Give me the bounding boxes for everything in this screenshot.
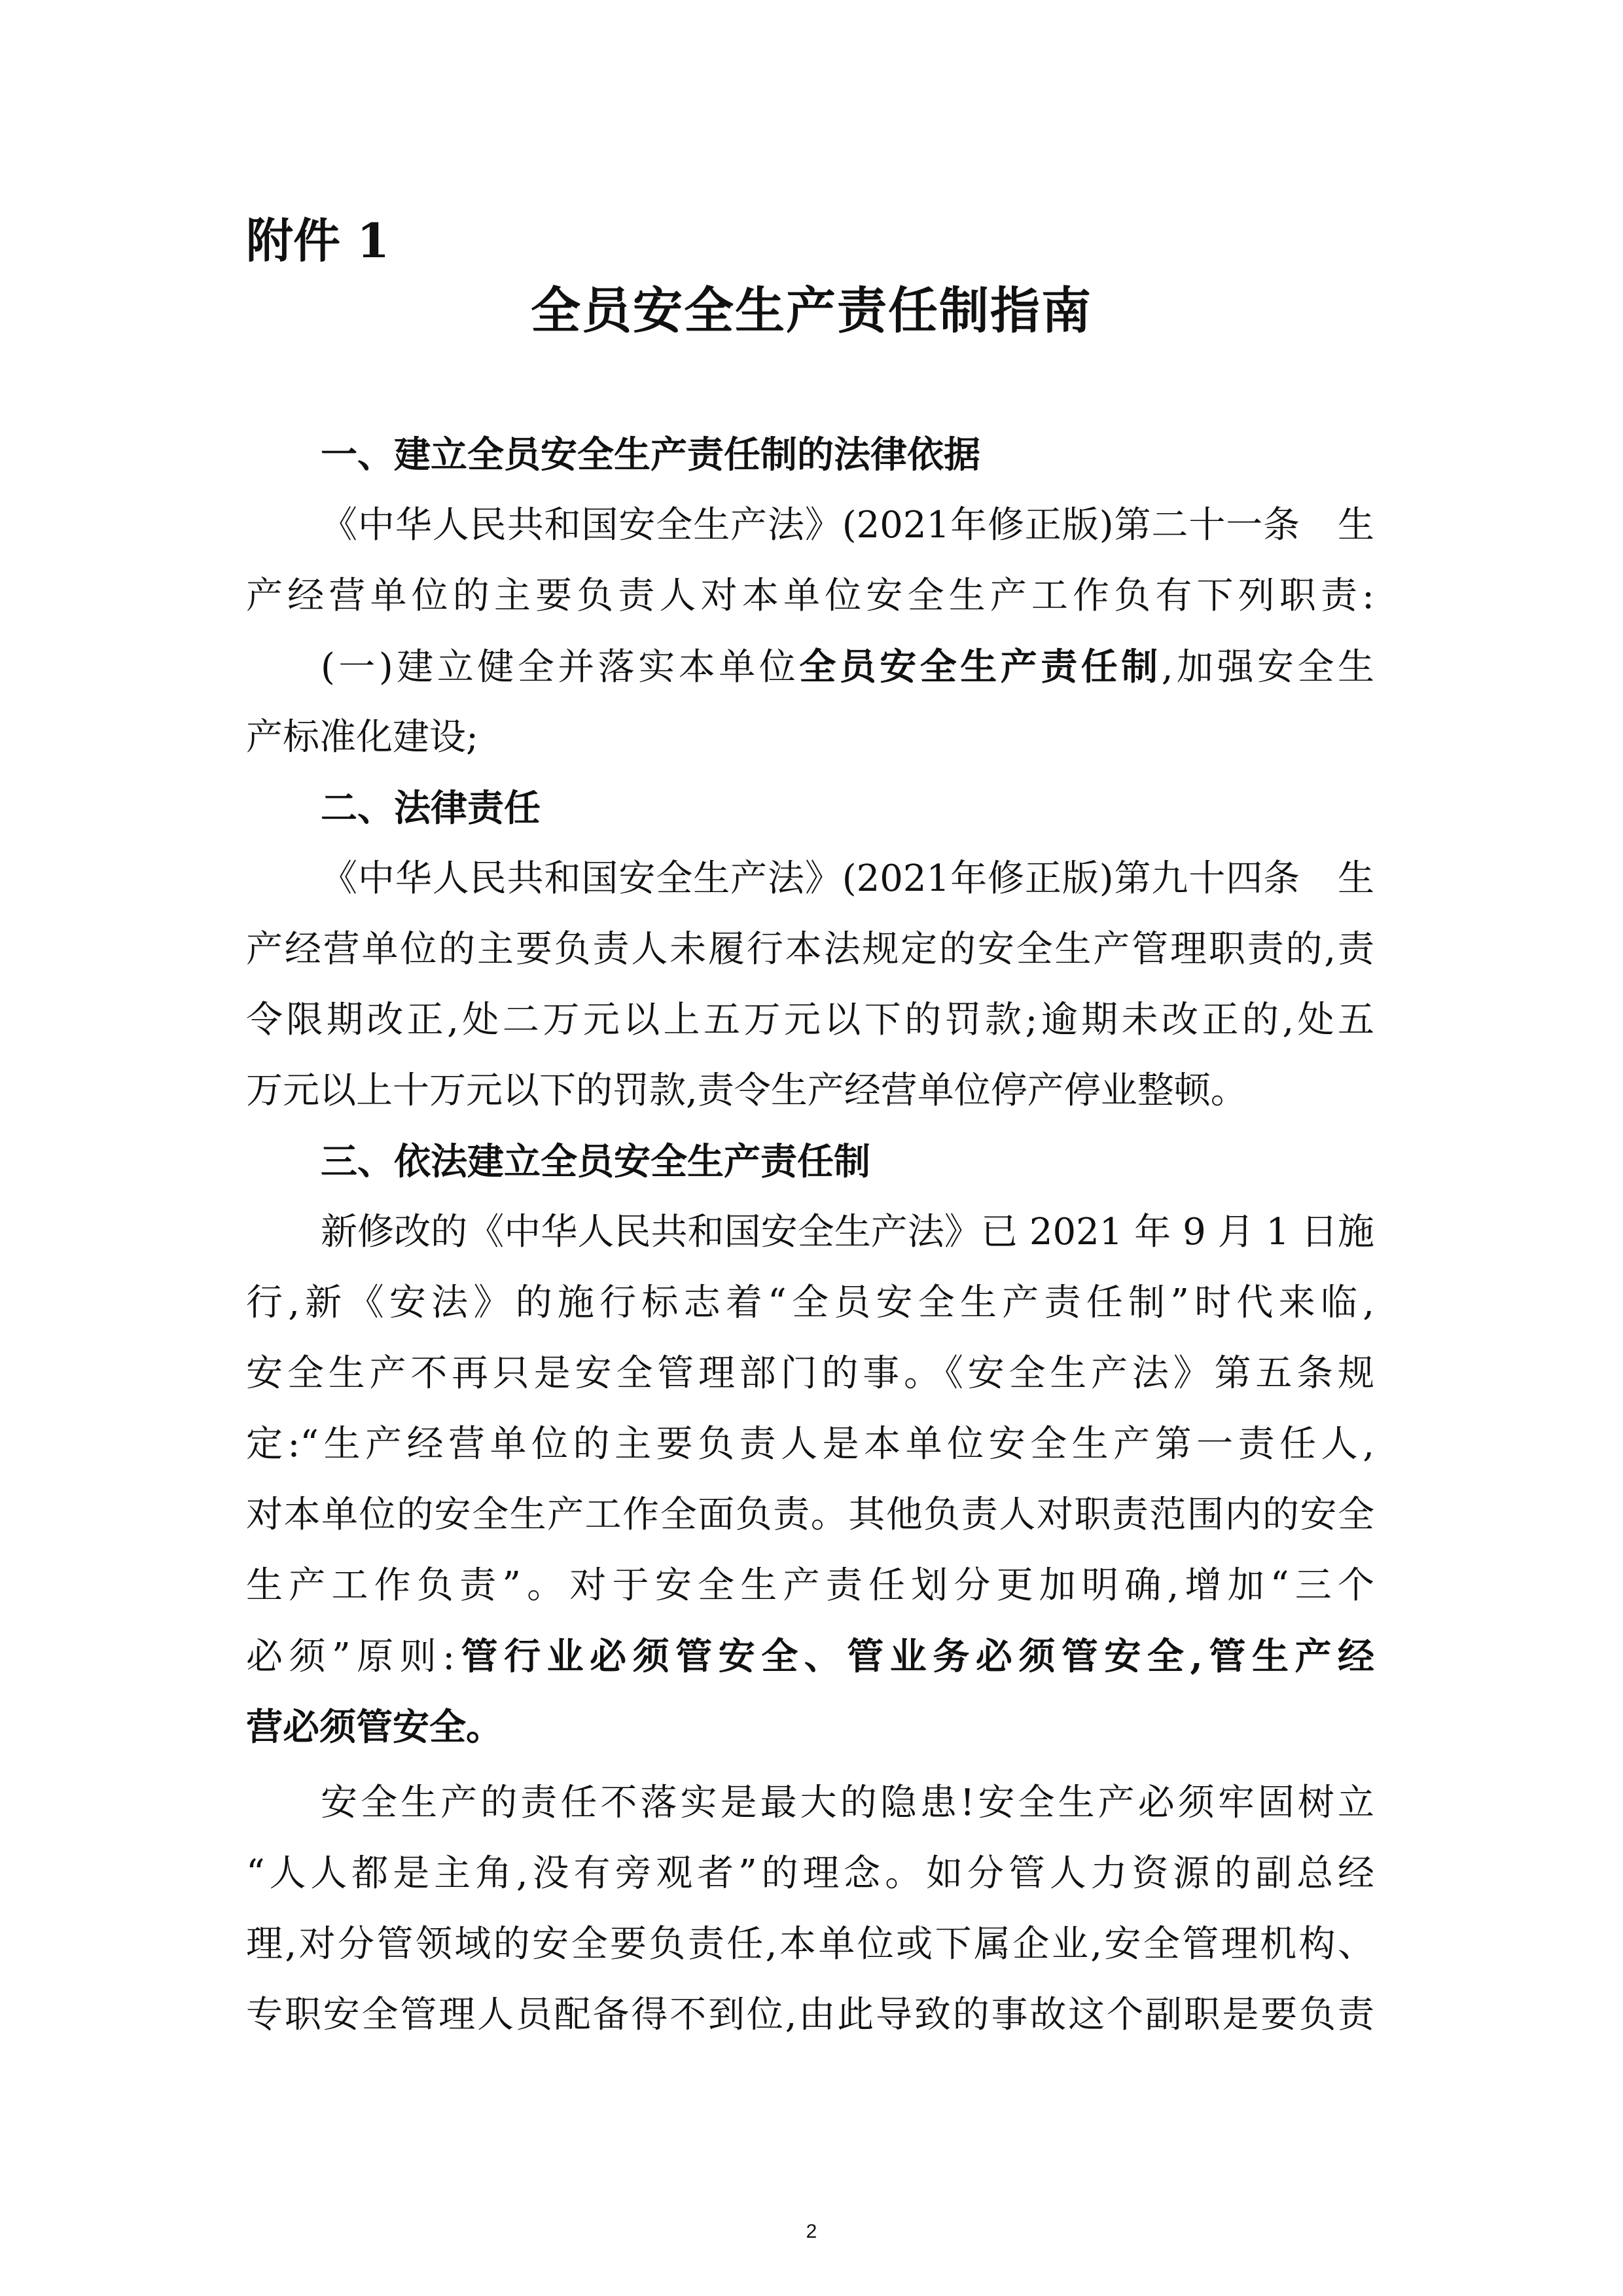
text-run: ,加强安全生 <box>1161 646 1374 689</box>
paragraph-line: 产经营单位的主要负责人对本单位安全生产工作负有下列职责: <box>246 575 1374 617</box>
emphasis-text: 管行业必须管安全、管业务必须管安全,管生产经 <box>455 1635 1374 1678</box>
paragraph-line: 新修改的《中华人民共和国安全生产法》已 2021 年 9 月 1 日施 <box>321 1211 1374 1253</box>
paragraph-line: 安全生产的责任不落实是最大的隐患!安全生产必须牢固树立 <box>321 1782 1374 1824</box>
document-title: 全员安全生产责任制指南 <box>531 281 1092 340</box>
paragraph-line <box>321 631 1374 703</box>
section-heading-legal-liability: 二、法律责任 <box>321 787 541 830</box>
paragraph-line: 理,对分管领域的安全要负责任,本单位或下属企业,安全管理机构、 <box>246 1923 1374 1965</box>
paragraph-line: 对本单位的安全生产工作全面负责。其他负责人对职责范围内的安全 <box>246 1494 1374 1536</box>
paragraph-line: 定:“生产经营单位的主要负责人是本单位安全生产第一责任人, <box>246 1423 1374 1465</box>
paragraph-line: 《中华人民共和国安全生产法》(2021年修正版)第二十一条 生 <box>321 504 1374 547</box>
attachment-label: 附件 1 <box>246 213 390 268</box>
text-run: 必须”原则: <box>246 1636 455 1678</box>
paragraph-line: 专职安全管理人员配备得不到位,由此导致的事故这个副职是要负责 <box>246 1994 1374 2036</box>
paragraph-line: 产经营单位的主要负责人未履行本法规定的安全生产管理职责的,责 <box>246 928 1374 971</box>
paragraph-line: “人人都是主角,没有旁观者”的理念。如分管人力资源的副总经 <box>246 1852 1374 1895</box>
text-run: (一)建立健全并落实本单位 <box>321 646 800 689</box>
emphasis-line: 营必须管安全。 <box>246 1706 503 1749</box>
paragraph-line: 产标准化建设; <box>246 716 478 759</box>
paragraph-line: 令限期改正,处二万元以上五万元以下的罚款;逾期未改正的,处五 <box>246 999 1374 1041</box>
page-number: 2 <box>806 2221 817 2242</box>
emphasis-text: 全员安全生产责任制 <box>799 645 1162 689</box>
paragraph-line: 万元以上十万元以下的罚款,责令生产经营单位停产停业整顿。 <box>246 1069 1247 1112</box>
paragraph-line: 《中华人民共和国安全生产法》(2021年修正版)第九十四条 生 <box>321 857 1374 900</box>
paragraph-line: 安全生产不再只是安全管理部门的事。《安全生产法》第五条规 <box>246 1352 1374 1395</box>
paragraph-line: 生产工作负责”。对于安全生产责任划分更加明确,增加“三个 <box>246 1564 1374 1607</box>
section-heading-establish-system: 三、依法建立全员安全生产责任制 <box>321 1140 870 1183</box>
section-heading-legal-basis: 一、建立全员安全生产责任制的法律依据 <box>321 433 980 476</box>
paragraph-line <box>246 1621 1374 1693</box>
paragraph-line: 行,新《安法》的施行标志着“全员安全生产责任制”时代来临, <box>246 1282 1374 1324</box>
